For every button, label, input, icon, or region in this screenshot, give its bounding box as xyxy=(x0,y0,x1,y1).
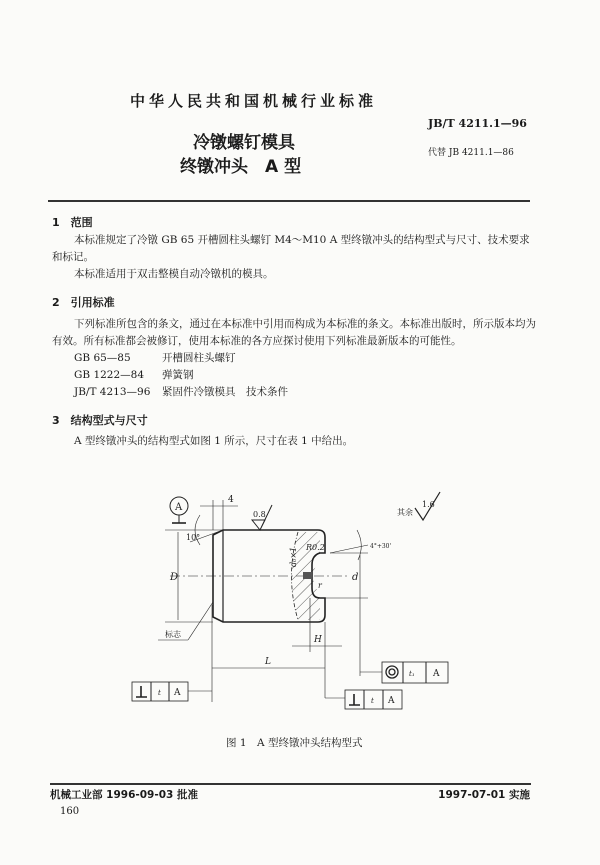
reference-list xyxy=(74,349,288,400)
approval-info: 机械工业部 1996-09-03 批准 xyxy=(50,789,198,801)
d-label: d xyxy=(352,572,359,583)
reference-item xyxy=(74,383,288,400)
document-title-line1: 冷镦螺钉模具 xyxy=(193,133,295,153)
datum-label: A xyxy=(175,502,183,513)
angle-4-label: 4°+30' xyxy=(370,543,392,550)
page-number: 160 xyxy=(60,806,80,817)
d0x1-label: d₀×1 xyxy=(289,546,298,567)
reference-code: GB 1222—84 xyxy=(74,368,145,381)
perpendicularity-frame-right xyxy=(325,690,402,709)
H-label: H xyxy=(314,635,322,645)
reference-item xyxy=(74,366,288,383)
reference-code: JB/T 4213—96 xyxy=(74,385,151,398)
section-1-paragraph-1: 本标准规定了冷镦 GB 65 开槽圆柱头螺钉 M4～M10 A 型终镦冲头的结构型式与尺寸、技术要求和标记。 xyxy=(52,234,530,263)
perpendicularity-frame-left xyxy=(132,682,212,701)
mark-label: 标志 xyxy=(165,630,181,639)
roughness-other-value: 1.6 xyxy=(422,500,435,509)
section-2-paragraph: 下列标准所包含的条文，通过在本标准中引用而构成为本标准的条文。本标准出版时，所示版本均为有效。所有标准都会被修订，使用本标准的各方应探讨使用下列标准最新版本的可能性。 xyxy=(52,318,536,347)
L-label: L xyxy=(265,657,271,667)
standard-code: JB/T 4211.1—96 xyxy=(428,117,527,130)
dim-4-label: 4 xyxy=(228,495,234,505)
section-3-heading: 3 结构型式与尺寸 xyxy=(52,414,148,427)
reference-title: 开槽圆柱头螺钉 xyxy=(162,352,236,364)
radius-label: R0.2 xyxy=(306,543,325,552)
figure-1-drawing xyxy=(120,480,460,720)
figure-caption: 图 1 A 型终镦冲头结构型式 xyxy=(226,737,363,749)
svg-text:t: t xyxy=(371,697,374,705)
center-hole xyxy=(303,572,312,579)
svg-text:A: A xyxy=(433,669,440,679)
r-label: r xyxy=(318,581,322,590)
svg-text:A: A xyxy=(388,696,395,706)
footer-divider xyxy=(50,783,531,785)
section-3-paragraph: A 型终镦冲头的结构型式如图 1 所示，尺寸在表 1 中给出。 xyxy=(74,435,354,447)
reference-title: 紧固件冷镦模具 技术条件 xyxy=(162,386,288,398)
reference-item xyxy=(74,349,288,366)
header-divider xyxy=(48,200,530,202)
roughness-08-value: 0.8 xyxy=(253,510,266,519)
svg-text:t₁: t₁ xyxy=(409,670,415,678)
section-2-heading: 2 引用标准 xyxy=(52,296,115,309)
replaces-standard: 代替 JB 4211.1—86 xyxy=(428,148,514,158)
D-label: D xyxy=(170,572,179,583)
coaxiality-frame xyxy=(360,662,448,683)
document-title-line2: 终镦冲头 A 型 xyxy=(180,157,302,177)
roughness-other-label: 其余 xyxy=(397,508,413,517)
reference-title: 弹簧钢 xyxy=(162,369,194,381)
reference-code: GB 65—85 xyxy=(74,351,131,364)
effective-date: 1997-07-01 实施 xyxy=(438,789,530,801)
svg-text:A: A xyxy=(174,688,181,698)
section-1-heading: 1 范围 xyxy=(52,216,93,229)
national-standard-title: 中华人民共和国机械行业标准 xyxy=(130,92,378,110)
section-1-paragraph-2: 本标准适用于双击整模自动冷镦机的模具。 xyxy=(74,268,274,280)
angle-10-label: 10° xyxy=(186,533,201,542)
svg-text:t: t xyxy=(158,689,161,697)
